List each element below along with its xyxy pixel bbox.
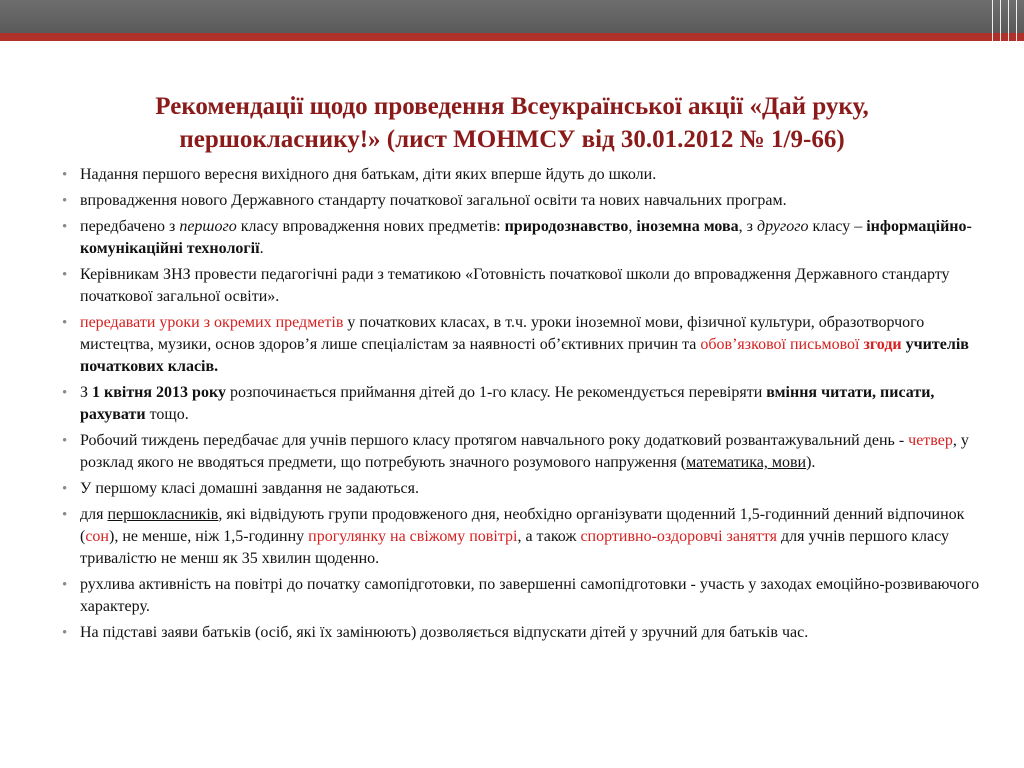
slide-title (60, 90, 964, 156)
item-text: З (80, 384, 93, 401)
item-text: На підставі заяви батьків (осіб, які їх замінюють) дозволяється відпускати дітей у зручний для батьків час. (80, 624, 809, 641)
item-text: для учнів першого класу тривалістю не менш як 35 хвилин щоденно. (80, 528, 949, 567)
item-text: розпочинається приймання дітей до 1-го класу. Не рекомендується перевіряти (225, 384, 767, 401)
item-text: передбачено з (80, 218, 180, 235)
bold-date: 1 квітня 2013 року (92, 384, 226, 401)
bold-text: вміння читати, писати, рахувати (80, 384, 935, 423)
list-item (60, 382, 1000, 426)
item-text: для (80, 506, 108, 523)
title-line-1: Рекомендації щодо проведення Всеукраїнської акції «Дай руку, (155, 93, 869, 120)
bullet-icon: • (62, 315, 68, 331)
bullet-icon: • (62, 625, 68, 641)
item-text: тощо. (145, 406, 189, 423)
underlined-text: першокласників (107, 506, 219, 523)
list-item (60, 504, 1000, 570)
subject-name: іноземна мова (636, 218, 739, 235)
list-item (60, 430, 1000, 474)
title-line-2: першокласнику!» (лист МОНМСУ від 30.01.2012 № 1/9-66) (179, 126, 845, 153)
item-text: . (259, 240, 264, 257)
highlighted-text: обов’язкової письмової (700, 336, 864, 353)
item-text: , з (738, 218, 757, 235)
item-text: , (628, 218, 637, 235)
item-text: класу – (808, 218, 867, 235)
item-emphasis: першого (179, 218, 237, 235)
list-item (60, 574, 1000, 618)
bullet-icon: • (62, 193, 68, 209)
list-item (60, 164, 1000, 186)
item-text: Робочий тиждень передбачає для учнів першого класу протягом навчального року додатковий розвантажувальний день - (80, 432, 909, 449)
item-text: рухлива активність на повітрі до початку самопідготовки, по завершенні самопідготовки - участь у заходах емоційно-розвиваючого характеру. (80, 576, 980, 615)
top-header-bar (0, 0, 1024, 33)
item-text: ), не менше, ніж 1,5-годинну (109, 528, 309, 545)
bullet-icon: • (62, 267, 68, 283)
bullet-icon: • (62, 385, 68, 401)
recommendation-list (60, 164, 1000, 644)
item-text: класу впровадження нових предметів: (236, 218, 505, 235)
item-text: впровадження нового Державного стандарту початкової загальної освіти та нових навчальних програм. (80, 192, 787, 209)
bold-text: учителів початкових класів. (80, 336, 969, 375)
accent-divider-line (0, 33, 1024, 41)
slide-content (60, 164, 1000, 648)
list-item (60, 264, 1000, 308)
item-text: , а також (517, 528, 581, 545)
list-item (60, 478, 1000, 500)
item-text: У першому класі домашні завдання не задаються. (80, 480, 419, 497)
item-text: ). (806, 454, 816, 471)
bullet-icon: • (62, 433, 68, 449)
bullet-icon: • (62, 219, 68, 235)
highlighted-text: четвер (908, 432, 953, 449)
item-text: Керівникам ЗНЗ провести педагогічні ради з тематикою «Готовність початкової школи до впровадження Державного стандарту початкової загальної освіти». (80, 266, 950, 305)
highlighted-text: спортивно-оздоровчі заняття (580, 528, 777, 545)
highlighted-text: сон (85, 528, 109, 545)
highlighted-text: передавати уроки з окремих предметів (80, 314, 344, 331)
list-item (60, 312, 1000, 378)
subject-name: природознавство (504, 218, 629, 235)
bullet-icon: • (62, 507, 68, 523)
list-item (60, 216, 1000, 260)
list-item (60, 190, 1000, 212)
highlighted-text: прогулянку на свіжому повітрі (308, 528, 518, 545)
item-emphasis: другого (757, 218, 809, 235)
bullet-icon: • (62, 481, 68, 497)
decorative-stripes (986, 0, 1024, 64)
list-item (60, 622, 1000, 644)
bullet-icon: • (62, 167, 68, 183)
subject-name: інформаційно-комунікаційні технології (80, 218, 972, 257)
item-text: , які відвідують групи продовженого дня, необхідно організувати щоденний 1,5-годинний денний відпочинок ( (80, 506, 965, 545)
highlighted-bold-text: згоди (863, 336, 902, 353)
item-text: , у розклад якого не вводяться предмети, що потребують значного розумового напруження ( (80, 432, 969, 471)
item-text: Надання першого вересня вихідного дня батькам, діти яких вперше йдуть до школи. (80, 166, 657, 183)
underlined-text: математика, мови (686, 454, 807, 471)
bullet-icon: • (62, 577, 68, 593)
item-text: у початкових класах, в т.ч. уроки іноземної мови, фізичної культури, образотворчого мистецтва, музики, основ здоров’я лише спеціалістам за наявності об’єктивних причин та (80, 314, 925, 353)
